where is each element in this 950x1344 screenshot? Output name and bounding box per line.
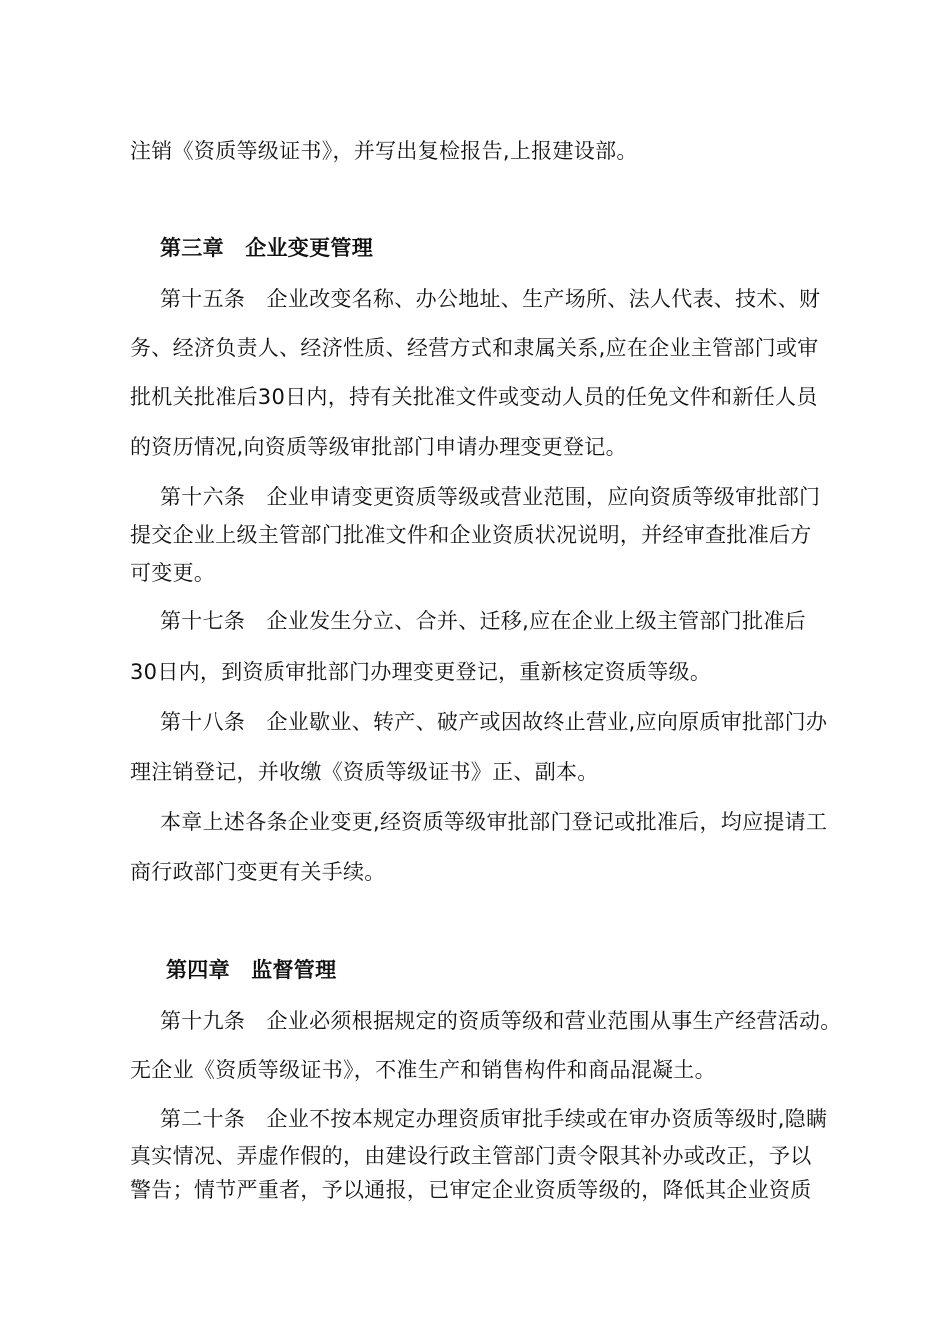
paragraph-line: 的资历情况,向资质等级审批部门申请办理变更登记。 (130, 435, 627, 459)
paragraph-line: 务、经济负责人、经济性质、经营方式和隶属关系,应在企业主管部门或审 (130, 336, 819, 360)
paragraph-line: 本章上述各条企业变更,经资质等级审批部门登记或批准后，均应提请工 (160, 810, 828, 834)
paragraph-line: 真实情况、弄虚作假的，由建设行政主管部门责令限其补办或改正，予以 (130, 1144, 812, 1168)
paragraph-line: 注销《资质等级证书》，并写出复检报告,上报建设部。 (130, 139, 638, 163)
paragraph-line: 理注销登记，并收缴《资质等级证书》正、副本。 (130, 760, 599, 784)
article-line: 第十九条 企业必须根据规定的资质等级和营业范围从事生产经营活动。 (160, 1009, 842, 1033)
paragraph-line: 商行政部门变更有关手续。 (130, 860, 386, 884)
article-line: 第十八条 企业歇业、转产、破产或因故终止营业,应向原质审批部门办 (160, 710, 828, 734)
chapter-heading: 第四章 监督管理 (166, 958, 337, 982)
paragraph-line: 30日内，到资质审批部门办理变更登记，重新核定资质等级。 (130, 660, 712, 684)
chapter-heading: 第三章 企业变更管理 (160, 236, 373, 260)
article-line: 第十五条 企业改变名称、办公地址、生产场所、法人代表、技术、财 (160, 287, 821, 311)
paragraph-line: 警告；情节严重者，予以通报，已审定企业资质等级的，降低其企业资质 (130, 1178, 812, 1202)
article-line: 第二十条 企业不按本规定办理资质审批手续或在审办资质等级时,隐瞒 (160, 1107, 828, 1131)
article-line: 第十六条 企业申请变更资质等级或营业范围，应向资质等级审批部门 (160, 485, 821, 509)
paragraph-line: 可变更。 (130, 561, 216, 585)
paragraph-line: 批机关批准后30日内，持有关批准文件或变动人员的任免文件和新任人员 (130, 385, 818, 409)
paragraph-line: 提交企业上级主管部门批准文件和企业资质状况说明，并经审查批准后方 (130, 523, 812, 547)
paragraph-line: 无企业《资质等级证书》，不准生产和销售构件和商品混凝土。 (130, 1058, 716, 1082)
article-line: 第十七条 企业发生分立、合并、迁移,应在企业上级主管部门批准后 (160, 609, 806, 633)
